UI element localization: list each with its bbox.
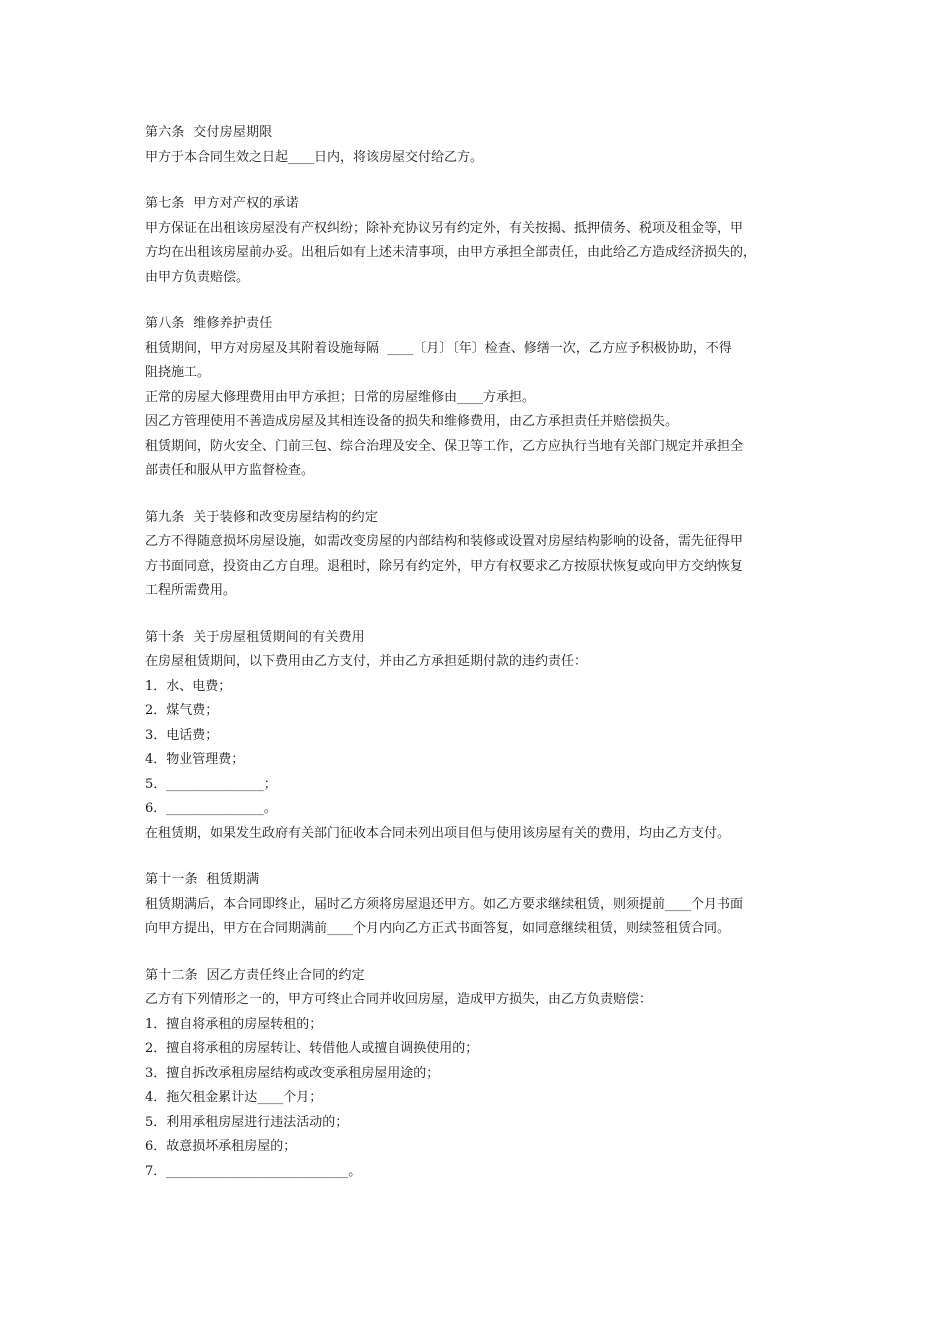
article-line: 在房屋租赁期间，以下费用由乙方支付，并由乙方承担延期付款的违约责任： [145,654,588,669]
list-item: 4．物业管理费； [145,752,245,767]
article-9 [145,506,825,604]
article-10 [145,626,825,847]
article-heading: 第八条 维修养护责任 [145,316,273,331]
list-item: 2．擅自将承租的房屋转让、转借他人或擅自调换使用的； [145,1041,479,1056]
article-line: 正常的房屋大修理费用由甲方承担；日常的房屋维修由____方承担。 [145,389,536,405]
article-heading: 第十条 关于房屋租赁期间的有关费用 [145,629,365,645]
list-item: 1．水、电费； [145,678,232,694]
article-heading: 第九条 关于装修和改变房屋结构的约定 [145,509,379,525]
article-line: 乙方有下列情形之一的，甲方可终止合同并收回房屋，造成甲方损失，由乙方负责赔偿： [145,992,653,1007]
article-12 [145,964,825,1185]
article-7 [145,192,825,290]
article-line: 工程所需费用。 [145,583,237,598]
article-line: 租赁期间，甲方对房屋及其附着设施每隔 ____〔月〕〔年〕检查、修缮一次，乙方应予积极协助，不得 [145,340,732,356]
article-line: 向甲方提出，甲方在合同期满前____个月内向乙方正式书面答复，如同意继续租赁，则续签租赁合同。 [145,921,731,936]
list-item: 5．_______________； [145,776,277,792]
article-line: 方书面同意，投资由乙方自理。退租时，除另有约定外，甲方有权要求乙方按原状恢复或向甲方交纳恢复 [145,558,744,574]
article-line: 租赁期间，防火安全、门前三包、综合治理及安全、保卫等工作，乙方应执行当地有关部门规定并承担全 [145,438,744,454]
list-item: 2．煤气费； [145,703,219,718]
article-line: 租赁期满后，本合同即终止，届时乙方须将房屋退还甲方。如乙方要求继续租赁，则须提前____个月书面 [145,896,744,912]
article-heading: 第十一条 租赁期满 [145,872,260,887]
article-line: 乙方不得随意损坏房屋设施，如需改变房屋的内部结构和装修或设置对房屋结构影响的设备，需先征得甲 [145,534,744,549]
list-item: 5．利用承租房屋进行违法活动的； [145,1114,349,1130]
list-item: 1．擅自将承租的房屋转租的； [145,1016,323,1032]
article-8 [145,312,825,484]
article-11 [145,868,825,942]
list-item: 6．故意损坏承租房屋的； [145,1139,297,1154]
article-heading: 第六条 交付房屋期限 [145,125,273,140]
article-line: 甲方于本合同生效之日起____日内，将该房屋交付给乙方。 [145,149,484,165]
list-item: 3．电话费； [145,727,219,743]
list-item: 6．_______________。 [145,801,277,816]
article-6 [145,121,825,170]
article-line: 由甲方负责赔偿。 [145,269,250,285]
article-line: 甲方保证在出租该房屋没有产权纠纷；除补充协议另有约定外，有关按揭、抵押债务、税项及租金等，甲 [145,220,744,236]
list-item: 7．____________________________。 [145,1163,362,1179]
article-line: 在租赁期，如果发生政府有关部门征收本合同未列出项目但与使用该房屋有关的费用，均由乙方支付。 [145,825,731,841]
document-page [145,121,825,1206]
article-line: 部责任和服从甲方监督检查。 [145,463,315,478]
article-line: 方均在出租该房屋前办妥。出租后如有上述未清事项，由甲方承担全部责任，由此给乙方造成经济损失的， [145,245,757,260]
article-line: 阻挠施工。 [145,365,211,380]
article-heading: 第七条 甲方对产权的承诺 [145,196,299,211]
list-item: 3．擅自拆改承租房屋结构或改变承租房屋用途的； [145,1065,440,1081]
list-item: 4．拖欠租金累计达____个月； [145,1090,323,1105]
article-heading: 第十二条 因乙方责任终止合同的约定 [145,967,365,983]
article-line: 因乙方管理使用不善造成房屋及其相连设备的损失和维修费用，由乙方承担责任并赔偿损失。 [145,414,679,429]
